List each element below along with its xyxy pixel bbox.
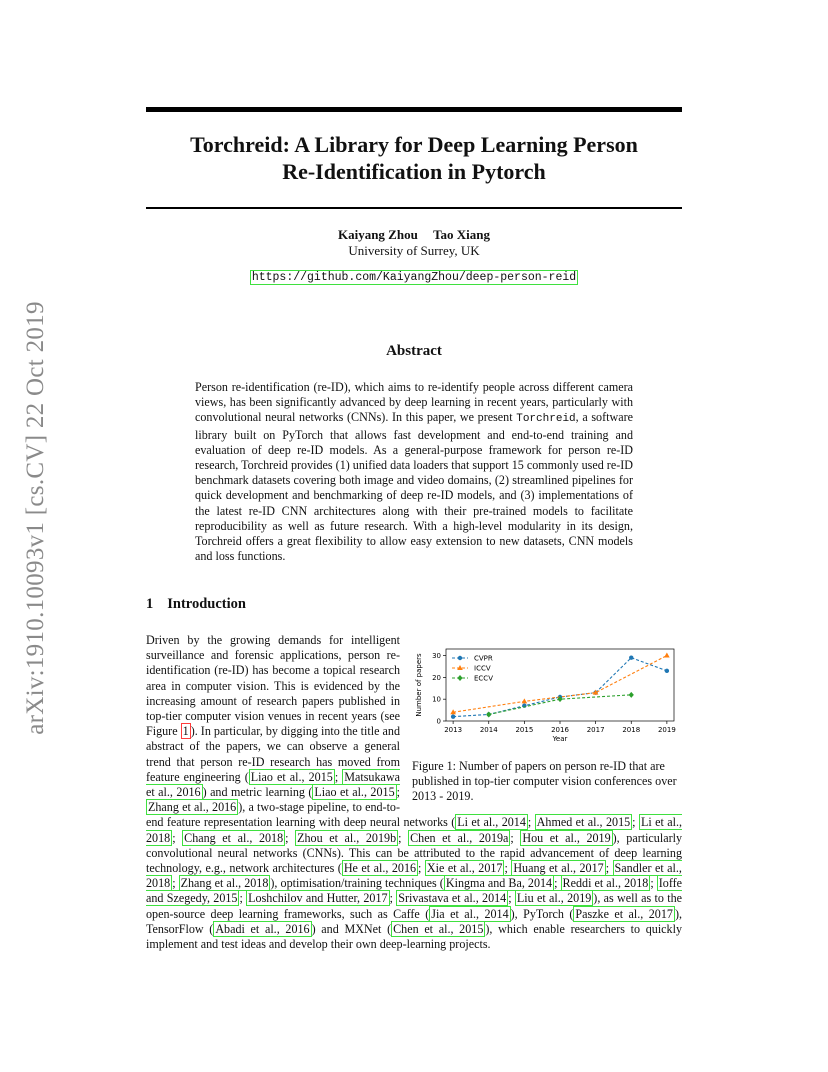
intro-text: ), particularly convolutional neural networks (CNNs). This can be attributed to the rapid advancement of deep learning technology, e.g., network architectures ( (146, 830, 683, 876)
citation-link[interactable]: Chang et al., 2018 (184, 830, 284, 845)
intro-text: ) and metric learning ( (202, 785, 313, 800)
figure-reference-link[interactable]: 1 (182, 724, 189, 739)
data-point (629, 656, 633, 660)
citation-link[interactable]: Paszke et al., 2017 (575, 906, 673, 921)
legend-label: ECCV (474, 674, 493, 683)
legend-marker (457, 675, 462, 681)
legend-label: ICCV (474, 664, 491, 673)
abstract-text: , a software library built on PyTorch that allows fast development and end-to-end training and evaluation of deep re-ID models. As a general-purpose framework for person re-ID research, Torchreid provides (1) unified data loaders that support 15 commonly used re-ID benchmark datasets covering both image and video domains, (2) streamlined pipelines for quick development and benchmarking of deep re-ID models, and (3) implementations of the latest re-ID CNN architectures along with their pre-trained models to facilitate reproducibility as well as future research. With a high-level modularity in its design, Torchreid offers a great flexibility to allow easy extension to new datasets, CNN models and loss functions. (195, 410, 633, 564)
data-point (486, 711, 491, 717)
abstract-body (195, 380, 633, 564)
citation-separator: ; (389, 891, 397, 906)
citation-separator: ; (398, 830, 409, 845)
citation-separator: ; (510, 830, 521, 845)
y-tick-label: 20 (432, 673, 441, 682)
repo-link[interactable]: https://github.com/KaiyangZhou/deep-person-reid (251, 271, 577, 284)
papers-per-year-chart (412, 645, 682, 745)
arxiv-sidebar (16, 0, 56, 1072)
title-bottom-rule (146, 207, 682, 209)
y-tick-label: 30 (432, 652, 441, 661)
x-tick-label: 2014 (479, 726, 498, 734)
citation-link[interactable]: Chen et al., 2015 (393, 921, 484, 936)
citation-link[interactable]: Abadi et al., 2016 (215, 921, 310, 936)
citation-link[interactable]: Li et al., 2014 (457, 815, 526, 830)
data-point (664, 653, 670, 658)
citation-separator: ; (650, 876, 657, 891)
citation-link[interactable]: Kingma and Ba, 2014 (445, 876, 553, 891)
citation-separator: ; (418, 861, 425, 876)
author-block (146, 227, 682, 259)
citation-separator: ; (527, 815, 535, 830)
title-line-1: Torchreid: A Library for Deep Learning Person (190, 132, 638, 157)
section-number: 1 (146, 596, 154, 612)
figure-1 (412, 645, 682, 805)
citation-separator: ; (172, 876, 179, 891)
intro-text: ), which enable researchers to quickly implement and test ideas and develop their own deep-learning projects. (146, 921, 682, 952)
intro-text: ), a two-stage pipeline, to end-to-end feature representation learning with deep neural networks ( (146, 800, 456, 830)
data-point (629, 692, 634, 698)
citation-link[interactable]: Zhou et al., 2019b (297, 830, 397, 845)
paper-title (146, 131, 682, 185)
citation-link[interactable]: Zhang et al., 2016 (148, 800, 237, 815)
y-tick-label: 0 (436, 717, 441, 726)
citation-separator: ; (504, 861, 512, 876)
citation-link[interactable]: Loshchilov and Hutter, 2017 (248, 891, 388, 906)
citation-link[interactable]: Li et al., 2018 (146, 815, 682, 845)
y-axis-label: Number of papers (415, 653, 423, 717)
author-name: Kaiyang Zhou (337, 227, 418, 242)
intro-text: ), PyTorch ( (510, 906, 574, 921)
citation-separator: ; (554, 876, 561, 891)
citation-link[interactable]: He et al., 2016 (343, 861, 417, 876)
affiliation: University of Surrey, UK (348, 243, 480, 258)
citation-link[interactable]: Jia et al., 2014 (431, 906, 509, 921)
x-tick-label: 2017 (586, 726, 605, 734)
citation-link[interactable]: Liao et al., 2015 (250, 769, 333, 784)
intro-text: ), optimisation/training techniques ( (270, 876, 444, 891)
citation-link[interactable]: Chen et al., 2019a (410, 830, 509, 845)
intro-text: Driven by the growing demands for intelligent surveillance and forensic applications, person re-identification (re-ID) has become a topical research area in computer vision. This is evidenced by the increasing amount of research papers published in top-tier computer vision venues in recent years (see Figure (146, 633, 400, 739)
title-top-rule (146, 107, 682, 112)
citation-separator: ; (508, 891, 515, 906)
intro-text: ), TensorFlow ( (146, 906, 683, 936)
citation-link[interactable]: Huang et al., 2017 (513, 861, 604, 876)
citation-link[interactable]: Liao et al., 2015 (314, 785, 395, 800)
repo-url-line (146, 271, 682, 284)
figure-caption: Figure 1: Number of papers on person re-ID that are published in top-tier computer vision conferences over 2013 - 2019. (412, 759, 677, 804)
x-tick-label: 2019 (657, 726, 676, 734)
abstract-text: Person re-identification (re-ID), which aims to re-identify people across different camera views, has been significantly advanced by deep learning in recent years, particularly with convolutional neural networks (CNNs). In this paper, we present (195, 380, 633, 425)
citation-link[interactable]: Srivastava et al., 2014 (398, 891, 507, 906)
citation-separator: ; (396, 785, 400, 800)
intro-text: ), as well as to the open-source deep learning frameworks, such as Caffe ( (146, 891, 683, 921)
title-line-2: Re-Identification in Pytorch (282, 159, 546, 184)
x-tick-label: 2015 (515, 726, 534, 734)
legend-label: CVPR (474, 654, 493, 663)
citation-separator: ; (632, 815, 639, 830)
citation-link[interactable]: Ioffe and Szegedy, 2015 (146, 876, 683, 906)
citation-link[interactable]: Ahmed et al., 2015 (536, 815, 631, 830)
section-title: Introduction (167, 596, 246, 612)
citation-separator: ; (172, 830, 183, 845)
x-tick-label: 2016 (551, 726, 569, 734)
introduction-body (146, 633, 682, 952)
x-tick-label: 2018 (622, 726, 641, 734)
citation-separator: ; (285, 830, 296, 845)
citation-separator: ; (334, 769, 343, 784)
abstract-heading: Abstract (386, 343, 442, 359)
legend-marker (458, 656, 462, 660)
citation-link[interactable]: Matsukawa et al., 2016 (146, 769, 400, 800)
section-heading (146, 596, 246, 613)
citation-link[interactable]: Zhang et al., 2018 (180, 876, 269, 891)
x-axis-label: Year (552, 735, 568, 743)
y-tick-label: 10 (432, 695, 441, 704)
citation-link[interactable]: Sandler et al., 2018 (146, 861, 682, 891)
data-point (665, 669, 669, 673)
citation-link[interactable]: Hou et al., 2019 (522, 830, 611, 845)
arxiv-identifier: arXiv:1910.10093v1 [cs.CV] 22 Oct 2019 (22, 301, 49, 735)
x-tick-label: 2013 (444, 726, 463, 734)
data-point (451, 714, 455, 718)
citation-link[interactable]: Reddi et al., 2018 (562, 876, 649, 891)
author-name: Tao Xiang (433, 227, 491, 242)
intro-text: ). In particular, by digging into the title and abstract of the papers, we can observe a general trend that person re-ID research has moved from feature engineering ( (146, 724, 400, 784)
citation-link[interactable]: Liu et al., 2019 (516, 891, 592, 906)
intro-text: ) and MXNet ( (311, 921, 392, 936)
citation-separator: ; (605, 861, 613, 876)
library-name-code: Torchreid (516, 413, 576, 426)
citation-link[interactable]: Xie et al., 2017 (426, 861, 503, 876)
citation-separator: ; (239, 891, 247, 906)
data-point (522, 698, 528, 703)
